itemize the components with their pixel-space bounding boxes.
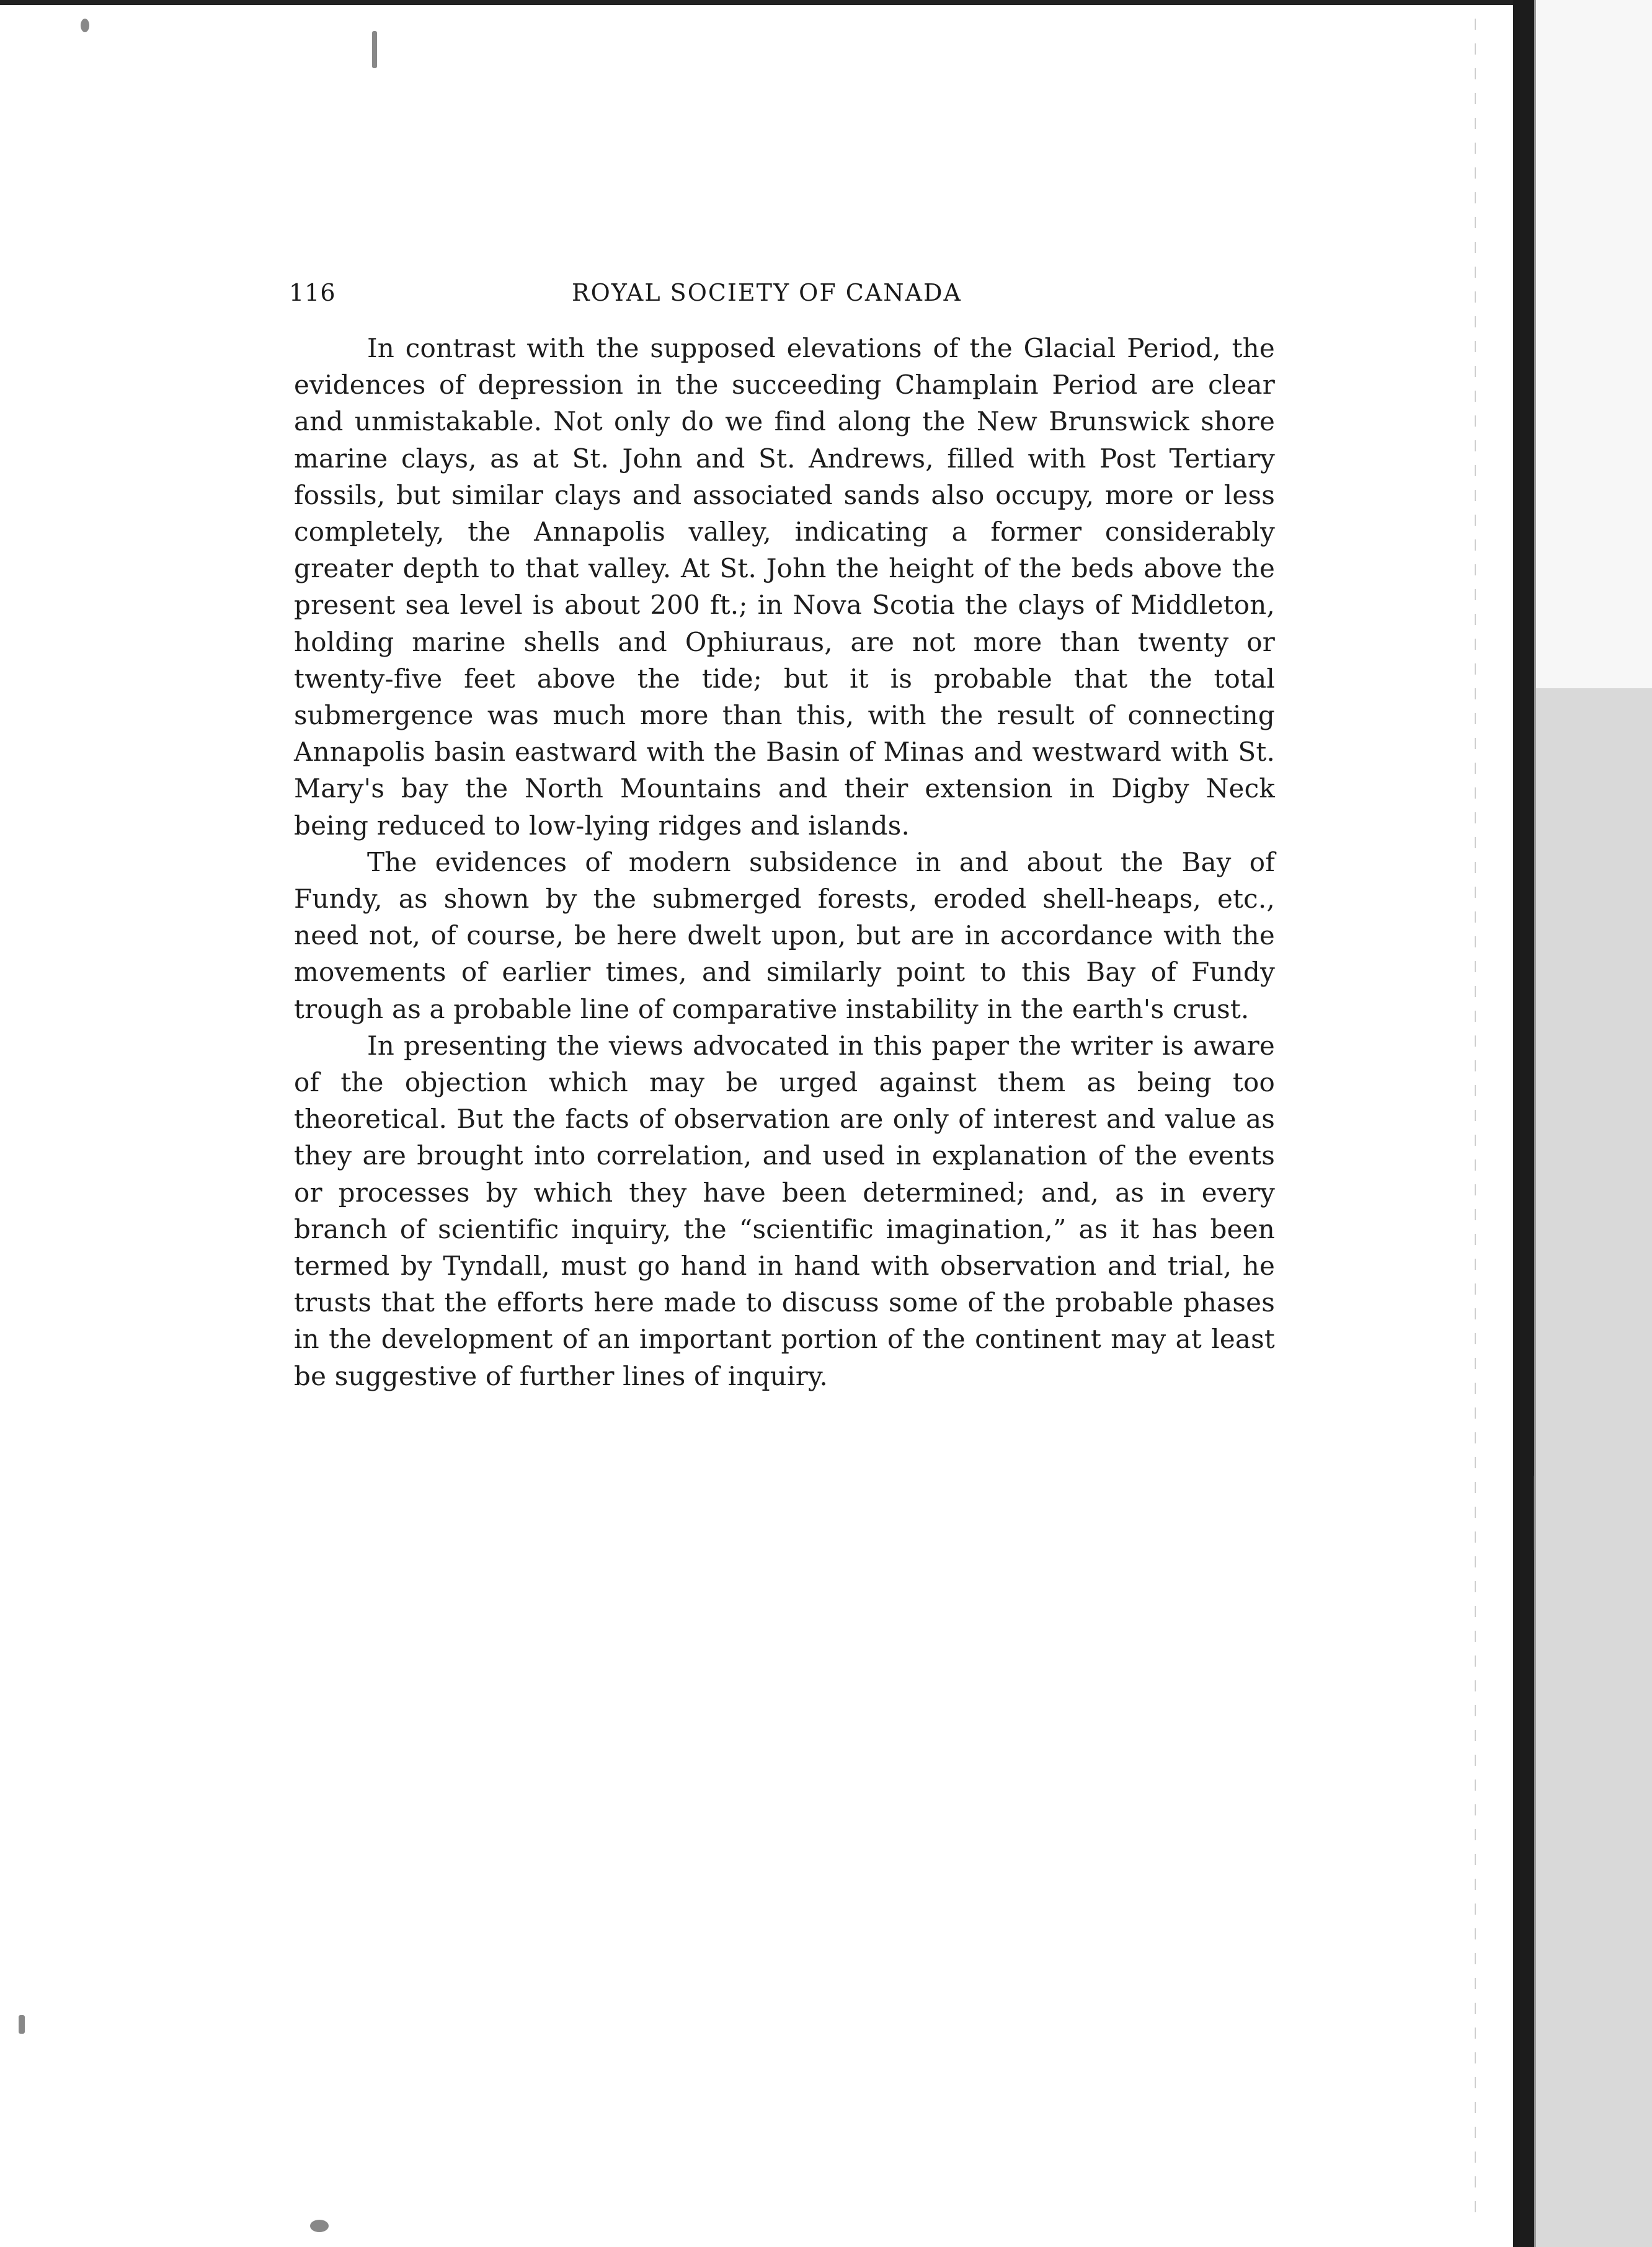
binding-edge [1513,0,1534,2247]
scan-speck [19,2015,25,2034]
running-title: ROYAL SOCIETY OF CANADA [572,279,962,306]
running-head [289,279,1275,316]
page-number: 116 [289,279,336,306]
scan-top-border [0,0,1652,5]
scan-speck [81,19,89,32]
page-fold-line [1475,19,1476,2226]
adjacent-page-bottom [1534,688,1652,2247]
paragraph-champlain-depression: In contrast with the supposed elevations of the Glacial Period, the evidences of depression in the succeeding Champlain Period are clear and unmistakable. Not only do we find along the New Brunswick shore marine clays, as at St. John and St. Andrews, filled with Post Tertiary fossils, but similar clays and associated sands also occupy, more or less completely, the Annapolis valley, indicating a former considerably greater depth to that valley. At St. John the height of the beds above the present sea level is about 200 ft.; in Nova Scotia the clays of Middleton, holding marine shells and Ophiuraus, are not more than twenty or twenty-five feet above the tide; but it is probable that the total submergence was much more than this, with the result of connecting Annapolis basin eastward with the Basin of Minas and westward with St. Mary's bay the North Mountains and their extension in Digby Neck being reduced to low-lying ridges and islands. [294,333,1275,841]
paragraph-conclusion: In presenting the views advocated in this paper the writer is aware of the objection which may be urged against them as being too theoretical. But the facts of observation are only of interest and value as they are brought into correlation, and used in explanation of the events or processes by which they have been determined; and, as in every branch of scientific inquiry, the “scientific imagination,” as it has been termed by Tyndall, must go hand in hand with observation and trial, he trusts that the efforts here made to discuss some of the probable phases in the development of an important portion of the continent may at least be suggestive of further lines of inquiry. [294,1030,1275,1391]
paragraph-modern-subsidence: The evidences of modern subsidence in and about the Bay of Fundy, as shown by the submerged forests, eroded shell-heaps, etc., need not, of course, be here dwelt upon, but are in accordance with the movements of earlier times, and similarly point to this Bay of Fundy trough as a probable line of comparative instability in the earth's crust. [294,846,1275,1024]
body-text [294,330,1275,1394]
adjacent-page-top [1534,0,1652,688]
adjacent-page-edge [1534,0,1536,2247]
scan-speck [372,31,377,68]
scan-speck [310,2220,329,2232]
